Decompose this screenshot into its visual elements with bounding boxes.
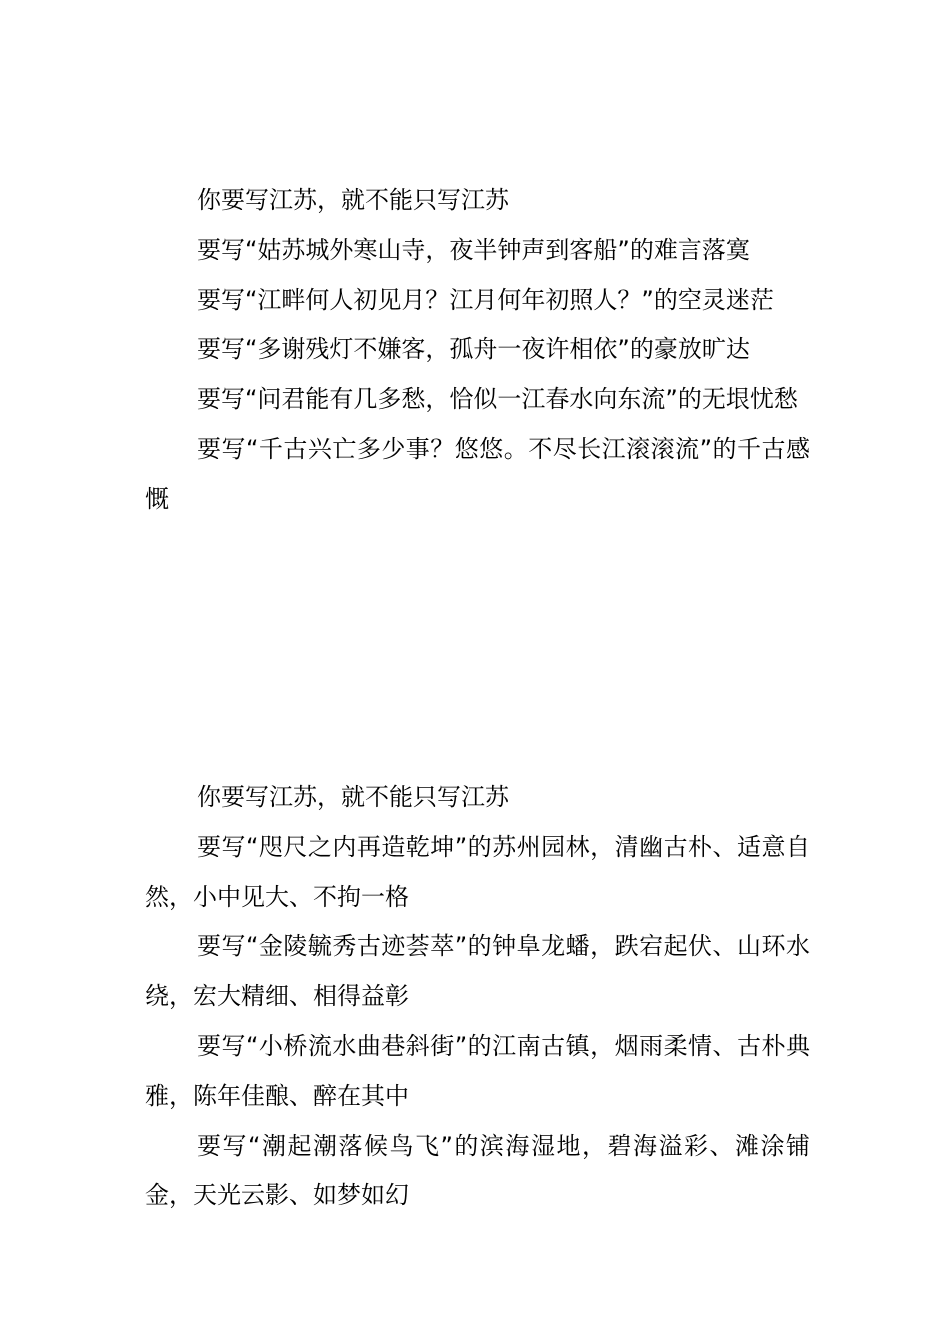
stanza-line: 要写“小桥流水曲巷斜街”的江南古镇，烟雨柔情、古朴典雅，陈年佳酿、醉在其中: [145, 1031, 810, 1110]
stanza-line: 要写“多谢残灯不嫌客，孤舟一夜许相依”的豪放旷达: [197, 335, 750, 364]
stanza-line: 要写“潮起潮落候鸟飞”的滨海湿地，碧海溢彩、滩涂铺金，天光云影、如梦如幻: [145, 1131, 810, 1210]
stanza-line: 你要写江苏，就不能只写江苏: [197, 186, 509, 214]
stanza-line: 要写“金陵毓秀古迹荟萃”的钟阜龙蟠，跌宕起伏、山环水绕，宏大精细、相得益彰: [145, 932, 810, 1011]
stanza-line: 要写“江畔何人初见月？江月何年初照人？”的空灵迷茫: [197, 285, 774, 314]
stanza-line: 要写“咫尺之内再造乾坤”的苏州园林，清幽古朴、适意自然，小中见大、不拘一格: [145, 832, 810, 911]
stanza-line: 要写“问君能有几多愁，恰似一江春水向东流”的无垠忧愁: [197, 385, 798, 414]
stanza-line: 要写“姑苏城外寒山寺，夜半钟声到客船”的难言落寞: [197, 235, 750, 264]
stanza-line: 你要写江苏，就不能只写江苏: [197, 783, 509, 811]
stanza-line: 要写“千古兴亡多少事？悠悠。不尽长江滚滚流”的千古感慨: [145, 434, 810, 513]
stanza-first: [145, 176, 810, 525]
stanza-second: [145, 773, 810, 1221]
